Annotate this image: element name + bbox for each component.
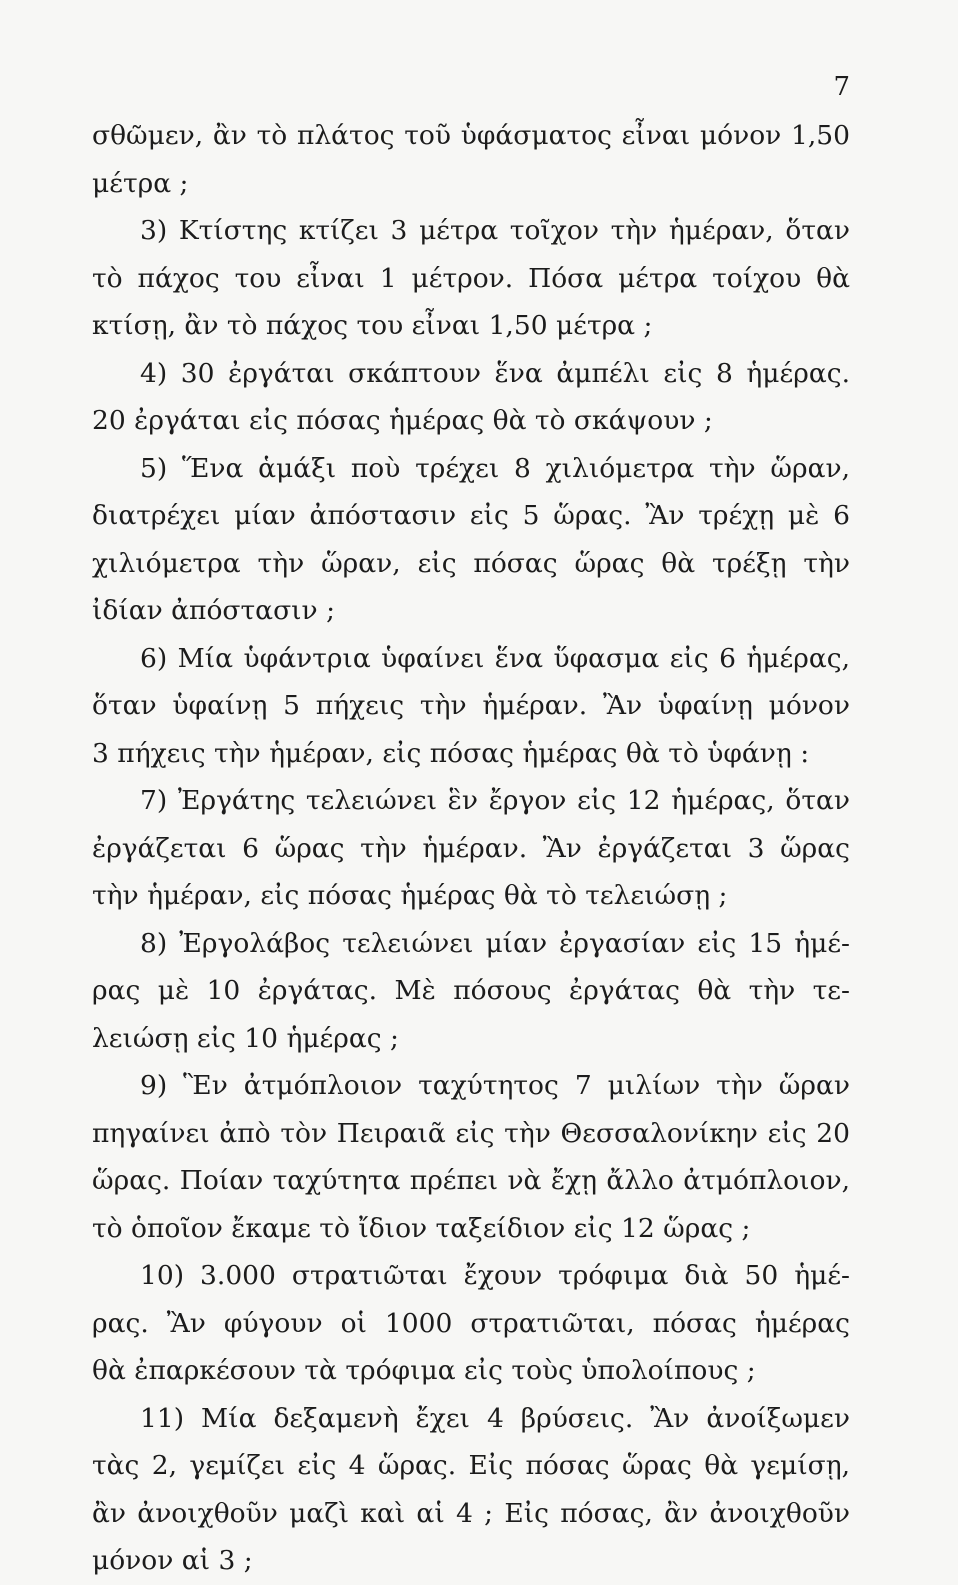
body-text — [92, 112, 850, 1585]
page-number: 7 — [833, 72, 850, 102]
text-line: 10) 3.000 στρατιῶται ἔχουν τρόφιμα διὰ 50 ἡμέ- — [140, 1260, 850, 1291]
text-line: ὥρας. Ποίαν ταχύτητα πρέπει νὰ ἔχῃ ἄλλο ἀτμόπλοιον, — [92, 1165, 850, 1196]
text-line: ἰδίαν ἀπόστασιν ; — [92, 595, 336, 626]
text-line: ἂν ἀνοιχθοῦν μαζὶ καὶ αἱ 4 ; Εἰς πόσας, ἂν ἀνοιχθοῦν — [92, 1497, 850, 1529]
text-line: χιλιόμετρα τὴν ὥραν, εἰς πόσας ὥρας θὰ τρέξῃ τὴν — [92, 547, 850, 579]
text-line: τὸ πάχος του εἶναι 1 μέτρον. Πόσα μέτρα τοίχου θὰ — [92, 262, 850, 294]
text-line: μόνον αἱ 3 ; — [92, 1545, 253, 1576]
text-line: τὰς 2, γεμίζει εἰς 4 ὥρας. Εἰς πόσας ὥρας θὰ γεμίσῃ, — [92, 1450, 850, 1481]
text-line: τὴν ἡμέραν, εἰς πόσας ἡμέρας θὰ τὸ τελειώσῃ ; — [92, 880, 728, 911]
text-line: ρας μὲ 10 ἐργάτας. Μὲ πόσους ἐργάτας θὰ τὴν τε- — [92, 975, 850, 1006]
text-line: θὰ ἐπαρκέσουν τὰ τρόφιμα εἰς τοὺς ὑπολοίπους ; — [92, 1355, 756, 1386]
text-line: σθῶμεν, ἂν τὸ πλάτος τοῦ ὑφάσματος εἶναι μόνον 1,50 — [92, 120, 850, 151]
text-line: 6) Μία ὑφάντρια ὑφαίνει ἕνα ὕφασμα εἰς 6 ἡμέρας, — [140, 642, 850, 674]
text-line: λειώσῃ εἰς 10 ἡμέρας ; — [92, 1022, 399, 1054]
text-line: διατρέχει μίαν ἀπόστασιν εἰς 5 ὥρας. Ἂν τρέχῃ μὲ 6 — [92, 500, 850, 531]
text-line: κτίσῃ, ἂν τὸ πάχος του εἶναι 1,50 μέτρα ; — [92, 310, 653, 341]
text-line: μέτρα ; — [92, 167, 189, 199]
text-line: 8) Ἐργολάβος τελειώνει μίαν ἐργασίαν εἰς 15 ἡμέ- — [140, 927, 850, 959]
text-line: πηγαίνει ἀπὸ τὸν Πειραιᾶ εἰς τὴν Θεσσαλονίκην εἰς 20 — [92, 1117, 850, 1149]
text-line: 5) Ἕνα ἁμάξι ποὺ τρέχει 8 χιλιόμετρα τὴν ὥραν, — [140, 452, 850, 484]
text-line: 20 ἐργάται εἰς πόσας ἡμέρας θὰ τὸ σκάψουν ; — [92, 405, 713, 436]
text-line: 3) Κτίστης κτίζει 3 μέτρα τοῖχον τὴν ἡμέραν, ὅταν — [140, 215, 850, 246]
text-line: 11) Μία δεξαμενὴ ἔχει 4 βρύσεις. Ἂν ἀνοίξωμεν — [140, 1402, 850, 1434]
text-line: 7) Ἐργάτης τελειώνει ἓν ἔργον εἰς 12 ἡμέρας, ὅταν — [140, 785, 850, 816]
text-line: 4) 30 ἐργάται σκάπτουν ἕνα ἀμπέλι εἰς 8 ἡμέρας. — [140, 357, 850, 389]
text-line: ρας. Ἂν φύγουν οἱ 1000 στρατιῶται, πόσας ἡμέρας — [92, 1307, 850, 1339]
text-line: ὅταν ὑφαίνῃ 5 πήχεις τὴν ἡμέραν. Ἂν ὑφαίνῃ μόνον — [92, 690, 850, 721]
text-line: 9) Ἓν ἀτμόπλοιον ταχύτητος 7 μιλίων τὴν ὥραν — [140, 1070, 850, 1101]
text-line: 3 πήχεις τὴν ἡμέραν, εἰς πόσας ἡμέρας θὰ τὸ ὑφάνῃ : — [92, 737, 810, 769]
text-line: ἐργάζεται 6 ὥρας τὴν ἡμέραν. Ἂν ἐργάζεται 3 ὥρας — [92, 832, 850, 864]
text-line: τὸ ὁποῖον ἔκαμε τὸ ἴδιον ταξείδιον εἰς 12 ὥρας ; — [92, 1212, 751, 1244]
